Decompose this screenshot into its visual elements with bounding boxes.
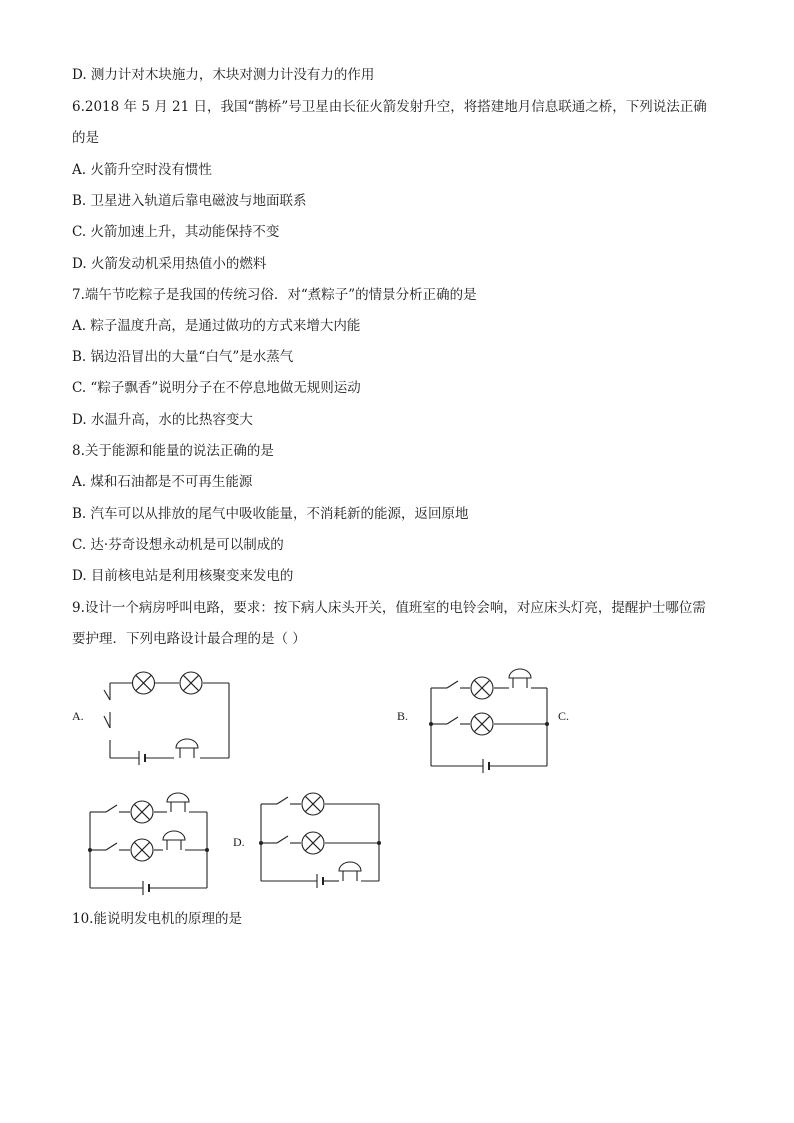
lamp-icon [302,832,324,854]
lamp-icon [471,713,493,735]
option-label-c: C. [558,709,570,723]
battery-icon [317,874,323,888]
text-line: 8.关于能源和能量的说法正确的是 [72,443,274,459]
text-line: B. 汽车可以从排放的尾气中吸收能量，不消耗新的能源，返回原地 [72,506,469,522]
circuit-diagram-a [90,665,240,770]
bell-icon [163,831,185,850]
text-line: D. 测力计对木块施力，木块对测力计没有力的作用 [72,67,375,83]
battery-icon [143,881,149,895]
text-line: C. “粽子飘香”说明分子在不停息地做无规则运动 [72,380,361,396]
text-line: 9.设计一个病房呼叫电路，要求：按下病人床头开关，值班室的电铃会响，对应床头灯亮，提醒护士哪位需 [72,600,706,616]
text-line: C. 火箭加速上升，其动能保持不变 [72,224,280,240]
lamp-icon [131,801,153,823]
text-line: A. 粽子温度升高，是通过做功的方式来增大内能 [72,318,361,334]
lamp-icon [131,839,153,861]
circuit-diagram-b [425,660,555,775]
text-line: D. 水温升高，水的比热容变大 [72,412,253,428]
battery-icon [139,751,145,765]
battery-icon [483,759,489,773]
lamp-icon [180,672,202,694]
text-line: 要护理．下列电路设计最合理的是（ ） [72,631,306,647]
bell-icon [339,862,361,881]
lamp-icon [302,793,324,815]
text-line: D. 火箭发动机采用热值小的燃料 [72,256,267,272]
text-line: 7.端午节吃粽子是我国的传统习俗．对“煮粽子”的情景分析正确的是 [72,287,477,303]
circuit-diagram-c [85,785,215,895]
text-line: 6.2018 年 5 月 21 日，我国“鹊桥”号卫星由长征火箭发射升空，将搭建地月信息联通之桥，下列说法正确 [72,99,707,115]
text-line: A. 火箭升空时没有惯性 [72,162,212,178]
text-line: B. 锅边沿冒出的大量“白气”是水蒸气 [72,349,294,365]
bell-icon [167,793,189,812]
option-label-d: D. [233,835,245,849]
bell-icon [176,739,198,758]
lamp-icon [133,672,155,694]
option-label-b: B. [397,709,409,723]
question-10-text: 10.能说明发电机的原理的是 [72,911,242,927]
circuit-diagram-d [255,785,385,890]
text-line: B. 卫星进入轨道后靠电磁波与地面联系 [72,193,307,209]
text-line: 的是 [72,130,99,146]
lamp-icon [471,677,493,699]
text-line: A. 煤和石油都是不可再生能源 [72,474,253,490]
text-line: C. 达·芬奇设想永动机是可以制成的 [72,537,284,553]
text-line: D. 目前核电站是利用核聚变来发电的 [72,568,294,584]
option-label-a: A. [72,709,84,723]
bell-icon [509,669,531,688]
